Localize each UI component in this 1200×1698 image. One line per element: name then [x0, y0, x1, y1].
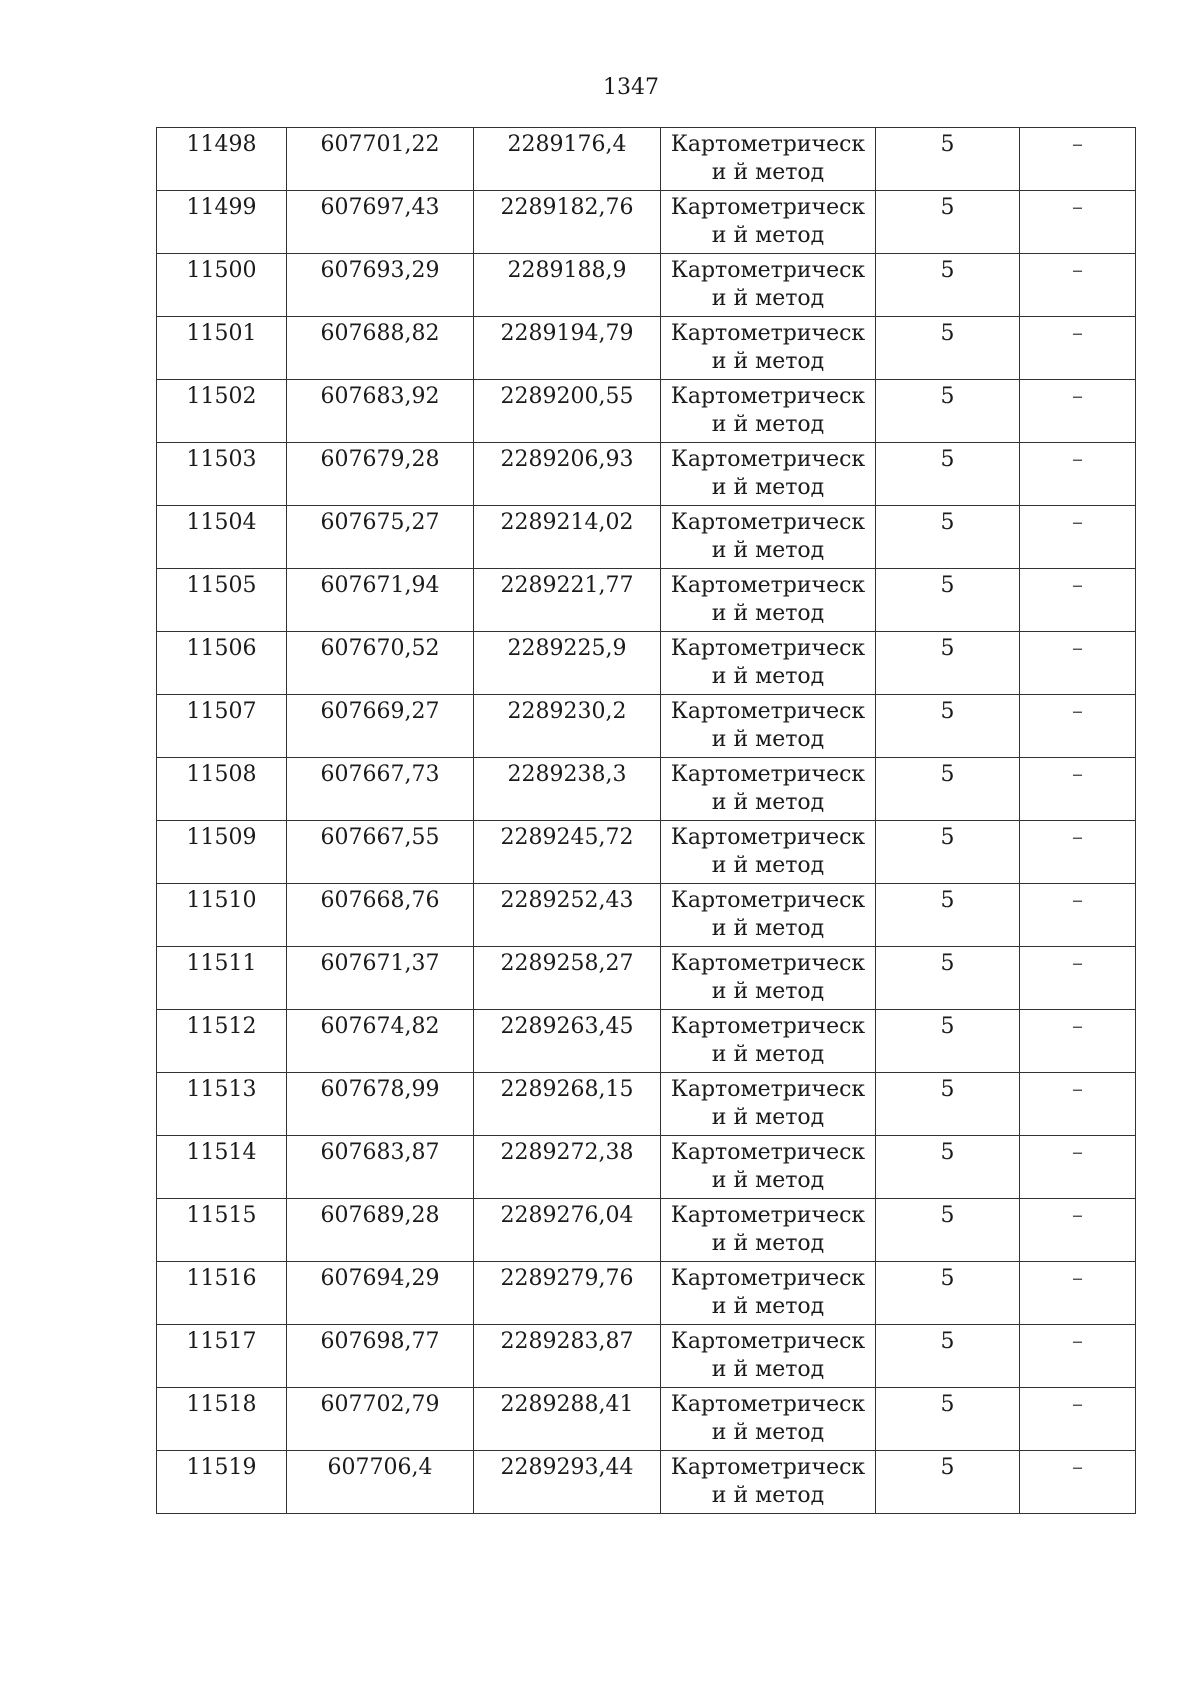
method-cell-text: Картометрически й метод [670, 1329, 866, 1382]
y-coordinate-cell-text: 2289258,27 [500, 951, 634, 976]
accuracy-cell [876, 947, 1020, 1010]
method-cell [661, 947, 876, 1010]
x-coordinate-cell-text: 607678,99 [320, 1077, 440, 1102]
point-number-cell-text: 11517 [186, 1329, 257, 1354]
x-coordinate-cell-text: 607674,82 [320, 1014, 440, 1039]
point-number-cell [157, 380, 287, 443]
x-coordinate-cell [287, 317, 474, 380]
method-cell [661, 191, 876, 254]
y-coordinate-cell-text: 2289252,43 [500, 888, 634, 913]
y-coordinate-cell-text: 2289283,87 [500, 1329, 634, 1354]
x-coordinate-cell [287, 632, 474, 695]
x-coordinate-cell [287, 506, 474, 569]
x-coordinate-cell-text: 607671,94 [320, 573, 440, 598]
x-coordinate-cell-text: 607675,27 [320, 510, 440, 535]
point-number-cell-text: 11508 [186, 762, 257, 787]
x-coordinate-cell [287, 1388, 474, 1451]
table-row [157, 695, 1136, 758]
method-cell-text: Картометрически й метод [670, 888, 866, 941]
y-coordinate-cell [474, 191, 661, 254]
y-coordinate-cell-text: 2289194,79 [500, 321, 634, 346]
x-coordinate-cell [287, 1262, 474, 1325]
x-coordinate-cell-text: 607694,29 [320, 1266, 440, 1291]
x-coordinate-cell-text: 607702,79 [320, 1392, 440, 1417]
point-number-cell [157, 191, 287, 254]
point-number-cell [157, 1325, 287, 1388]
point-number-cell [157, 128, 287, 191]
note-cell [1020, 695, 1136, 758]
table-row [157, 758, 1136, 821]
note-cell-text: – [1072, 132, 1083, 157]
table-row [157, 632, 1136, 695]
point-number-cell [157, 1199, 287, 1262]
accuracy-cell [876, 695, 1020, 758]
point-number-cell-text: 11513 [186, 1077, 257, 1102]
table-row [157, 506, 1136, 569]
note-cell [1020, 569, 1136, 632]
note-cell [1020, 758, 1136, 821]
y-coordinate-cell-text: 2289230,2 [507, 699, 627, 724]
y-coordinate-cell [474, 632, 661, 695]
y-coordinate-cell-text: 2289176,4 [507, 132, 627, 157]
x-coordinate-cell [287, 443, 474, 506]
accuracy-cell-text: 5 [940, 699, 955, 724]
method-cell [661, 821, 876, 884]
table-row [157, 128, 1136, 191]
x-coordinate-cell-text: 607679,28 [320, 447, 440, 472]
point-number-cell [157, 821, 287, 884]
point-number-cell-text: 11515 [186, 1203, 257, 1228]
x-coordinate-cell-text: 607697,43 [320, 195, 440, 220]
note-cell [1020, 1136, 1136, 1199]
y-coordinate-cell [474, 380, 661, 443]
x-coordinate-cell [287, 128, 474, 191]
accuracy-cell [876, 254, 1020, 317]
accuracy-cell-text: 5 [940, 825, 955, 850]
point-number-cell [157, 1451, 287, 1514]
x-coordinate-cell [287, 695, 474, 758]
method-cell-text: Картометрически й метод [670, 1392, 866, 1445]
accuracy-cell-text: 5 [940, 1392, 955, 1417]
y-coordinate-cell-text: 2289245,72 [500, 825, 634, 850]
accuracy-cell [876, 821, 1020, 884]
y-coordinate-cell [474, 947, 661, 1010]
y-coordinate-cell [474, 443, 661, 506]
y-coordinate-cell [474, 695, 661, 758]
y-coordinate-cell-text: 2289188,9 [507, 258, 627, 283]
accuracy-cell-text: 5 [940, 258, 955, 283]
table-row [157, 1325, 1136, 1388]
x-coordinate-cell-text: 607667,55 [320, 825, 440, 850]
note-cell [1020, 1073, 1136, 1136]
accuracy-cell [876, 1388, 1020, 1451]
method-cell [661, 1073, 876, 1136]
note-cell [1020, 1262, 1136, 1325]
point-number-cell-text: 11503 [186, 447, 257, 472]
point-number-cell [157, 947, 287, 1010]
point-number-cell-text: 11507 [186, 699, 257, 724]
note-cell-text: – [1072, 636, 1083, 661]
accuracy-cell [876, 1451, 1020, 1514]
y-coordinate-cell-text: 2289221,77 [500, 573, 634, 598]
x-coordinate-cell-text: 607667,73 [320, 762, 440, 787]
point-number-cell-text: 11519 [186, 1455, 257, 1480]
method-cell-text: Картометрически й метод [670, 762, 866, 815]
x-coordinate-cell-text: 607701,22 [320, 132, 440, 157]
note-cell [1020, 254, 1136, 317]
y-coordinate-cell-text: 2289214,02 [500, 510, 634, 535]
accuracy-cell-text: 5 [940, 573, 955, 598]
x-coordinate-cell-text: 607669,27 [320, 699, 440, 724]
point-number-cell-text: 11499 [186, 195, 257, 220]
x-coordinate-cell [287, 1073, 474, 1136]
x-coordinate-cell-text: 607670,52 [320, 636, 440, 661]
point-number-cell [157, 758, 287, 821]
method-cell-text: Картометрически й метод [670, 825, 866, 878]
note-cell-text: – [1072, 1203, 1083, 1228]
table-row [157, 1388, 1136, 1451]
method-cell-text: Картометрически й метод [670, 321, 866, 374]
accuracy-cell-text: 5 [940, 195, 955, 220]
note-cell-text: – [1072, 825, 1083, 850]
accuracy-cell [876, 884, 1020, 947]
note-cell-text: – [1072, 1266, 1083, 1291]
note-cell-text: – [1072, 1014, 1083, 1039]
x-coordinate-cell [287, 1136, 474, 1199]
table-row [157, 191, 1136, 254]
method-cell-text: Картометрически й метод [670, 1014, 866, 1067]
note-cell [1020, 632, 1136, 695]
accuracy-cell-text: 5 [940, 762, 955, 787]
method-cell-text: Картометрически й метод [670, 573, 866, 626]
accuracy-cell-text: 5 [940, 1077, 955, 1102]
table-row [157, 1199, 1136, 1262]
note-cell [1020, 443, 1136, 506]
note-cell [1020, 128, 1136, 191]
accuracy-cell-text: 5 [940, 951, 955, 976]
method-cell-text: Картометрически й метод [670, 447, 866, 500]
table-row [157, 380, 1136, 443]
table-row [157, 1451, 1136, 1514]
y-coordinate-cell [474, 821, 661, 884]
point-number-cell-text: 11510 [186, 888, 257, 913]
y-coordinate-cell-text: 2289272,38 [500, 1140, 634, 1165]
point-number-cell-text: 11516 [186, 1266, 257, 1291]
y-coordinate-cell-text: 2289238,3 [507, 762, 627, 787]
accuracy-cell [876, 1262, 1020, 1325]
x-coordinate-cell [287, 884, 474, 947]
y-coordinate-cell [474, 1136, 661, 1199]
point-number-cell-text: 11506 [186, 636, 257, 661]
method-cell-text: Картометрически й метод [670, 699, 866, 752]
method-cell-text: Картометрически й метод [670, 384, 866, 437]
y-coordinate-cell-text: 2289279,76 [500, 1266, 634, 1291]
y-coordinate-cell [474, 1388, 661, 1451]
accuracy-cell [876, 1199, 1020, 1262]
accuracy-cell-text: 5 [940, 1329, 955, 1354]
y-coordinate-cell [474, 128, 661, 191]
accuracy-cell-text: 5 [940, 510, 955, 535]
table-row [157, 443, 1136, 506]
note-cell [1020, 1199, 1136, 1262]
y-coordinate-cell-text: 2289225,9 [507, 636, 627, 661]
accuracy-cell [876, 191, 1020, 254]
accuracy-cell [876, 1325, 1020, 1388]
note-cell-text: – [1072, 951, 1083, 976]
method-cell [661, 128, 876, 191]
y-coordinate-cell [474, 569, 661, 632]
note-cell [1020, 191, 1136, 254]
accuracy-cell [876, 443, 1020, 506]
x-coordinate-cell [287, 1199, 474, 1262]
point-number-cell [157, 569, 287, 632]
x-coordinate-cell [287, 947, 474, 1010]
coordinates-table [156, 127, 1136, 1514]
accuracy-cell [876, 506, 1020, 569]
method-cell [661, 1262, 876, 1325]
method-cell [661, 1388, 876, 1451]
x-coordinate-cell [287, 254, 474, 317]
point-number-cell [157, 884, 287, 947]
point-number-cell [157, 1010, 287, 1073]
point-number-cell [157, 254, 287, 317]
y-coordinate-cell [474, 317, 661, 380]
note-cell-text: – [1072, 888, 1083, 913]
note-cell-text: – [1072, 699, 1083, 724]
y-coordinate-cell-text: 2289200,55 [500, 384, 634, 409]
method-cell [661, 1199, 876, 1262]
y-coordinate-cell [474, 1262, 661, 1325]
method-cell-text: Картометрически й метод [670, 1140, 866, 1193]
point-number-cell [157, 443, 287, 506]
method-cell [661, 569, 876, 632]
page-number: 1347 [603, 75, 659, 100]
method-cell-text: Картометрически й метод [670, 1203, 866, 1256]
accuracy-cell-text: 5 [940, 384, 955, 409]
x-coordinate-cell-text: 607683,87 [320, 1140, 440, 1165]
x-coordinate-cell [287, 821, 474, 884]
note-cell-text: – [1072, 1392, 1083, 1417]
point-number-cell [157, 1262, 287, 1325]
x-coordinate-cell [287, 1451, 474, 1514]
table-row [157, 317, 1136, 380]
table-row [157, 1073, 1136, 1136]
x-coordinate-cell-text: 607683,92 [320, 384, 440, 409]
accuracy-cell-text: 5 [940, 1455, 955, 1480]
table-row [157, 569, 1136, 632]
method-cell [661, 1136, 876, 1199]
point-number-cell [157, 317, 287, 380]
note-cell-text: – [1072, 447, 1083, 472]
table-row [157, 254, 1136, 317]
accuracy-cell-text: 5 [940, 1140, 955, 1165]
note-cell-text: – [1072, 1329, 1083, 1354]
accuracy-cell-text: 5 [940, 1014, 955, 1039]
accuracy-cell-text: 5 [940, 132, 955, 157]
x-coordinate-cell [287, 1325, 474, 1388]
method-cell [661, 443, 876, 506]
note-cell [1020, 1388, 1136, 1451]
accuracy-cell [876, 632, 1020, 695]
y-coordinate-cell [474, 1451, 661, 1514]
method-cell-text: Картометрически й метод [670, 1455, 866, 1508]
note-cell-text: – [1072, 510, 1083, 535]
note-cell-text: – [1072, 195, 1083, 220]
point-number-cell [157, 1136, 287, 1199]
x-coordinate-cell [287, 380, 474, 443]
accuracy-cell-text: 5 [940, 447, 955, 472]
accuracy-cell [876, 758, 1020, 821]
note-cell [1020, 506, 1136, 569]
note-cell [1020, 884, 1136, 947]
method-cell-text: Картометрически й метод [670, 195, 866, 248]
method-cell [661, 1451, 876, 1514]
accuracy-cell [876, 317, 1020, 380]
note-cell-text: – [1072, 258, 1083, 283]
table-row [157, 1136, 1136, 1199]
method-cell [661, 380, 876, 443]
accuracy-cell [876, 380, 1020, 443]
method-cell-text: Картометрически й метод [670, 258, 866, 311]
y-coordinate-cell [474, 506, 661, 569]
x-coordinate-cell-text: 607698,77 [320, 1329, 440, 1354]
point-number-cell-text: 11518 [186, 1392, 257, 1417]
x-coordinate-cell-text: 607671,37 [320, 951, 440, 976]
point-number-cell [157, 1073, 287, 1136]
point-number-cell [157, 695, 287, 758]
table-row [157, 1010, 1136, 1073]
y-coordinate-cell [474, 1073, 661, 1136]
method-cell-text: Картометрически й метод [670, 1077, 866, 1130]
y-coordinate-cell-text: 2289293,44 [500, 1455, 634, 1480]
point-number-cell-text: 11505 [186, 573, 257, 598]
method-cell-text: Картометрически й метод [670, 132, 866, 185]
y-coordinate-cell-text: 2289263,45 [500, 1014, 634, 1039]
accuracy-cell-text: 5 [940, 636, 955, 661]
note-cell [1020, 1010, 1136, 1073]
x-coordinate-cell [287, 758, 474, 821]
note-cell [1020, 1325, 1136, 1388]
y-coordinate-cell [474, 884, 661, 947]
note-cell [1020, 380, 1136, 443]
method-cell [661, 317, 876, 380]
point-number-cell-text: 11509 [186, 825, 257, 850]
point-number-cell [157, 506, 287, 569]
method-cell-text: Картометрически й метод [670, 1266, 866, 1319]
y-coordinate-cell [474, 1010, 661, 1073]
x-coordinate-cell-text: 607688,82 [320, 321, 440, 346]
point-number-cell-text: 11514 [186, 1140, 257, 1165]
y-coordinate-cell [474, 1199, 661, 1262]
note-cell-text: – [1072, 1455, 1083, 1480]
method-cell [661, 1325, 876, 1388]
method-cell [661, 632, 876, 695]
y-coordinate-cell [474, 254, 661, 317]
table-row [157, 1262, 1136, 1325]
method-cell-text: Картометрически й метод [670, 951, 866, 1004]
note-cell-text: – [1072, 384, 1083, 409]
table-row [157, 884, 1136, 947]
accuracy-cell [876, 1010, 1020, 1073]
table-row [157, 947, 1136, 1010]
method-cell [661, 254, 876, 317]
accuracy-cell-text: 5 [940, 1266, 955, 1291]
x-coordinate-cell-text: 607693,29 [320, 258, 440, 283]
note-cell-text: – [1072, 762, 1083, 787]
note-cell [1020, 947, 1136, 1010]
accuracy-cell [876, 128, 1020, 191]
y-coordinate-cell-text: 2289276,04 [500, 1203, 634, 1228]
y-coordinate-cell-text: 2289288,41 [500, 1392, 634, 1417]
note-cell [1020, 317, 1136, 380]
method-cell-text: Картометрически й метод [670, 510, 866, 563]
y-coordinate-cell-text: 2289268,15 [500, 1077, 634, 1102]
x-coordinate-cell [287, 191, 474, 254]
note-cell-text: – [1072, 321, 1083, 346]
x-coordinate-cell-text: 607689,28 [320, 1203, 440, 1228]
x-coordinate-cell-text: 607668,76 [320, 888, 440, 913]
method-cell [661, 884, 876, 947]
note-cell-text: – [1072, 1077, 1083, 1102]
x-coordinate-cell [287, 1010, 474, 1073]
accuracy-cell-text: 5 [940, 321, 955, 346]
point-number-cell-text: 11502 [186, 384, 257, 409]
y-coordinate-cell-text: 2289182,76 [500, 195, 634, 220]
accuracy-cell-text: 5 [940, 888, 955, 913]
method-cell-text: Картометрически й метод [670, 636, 866, 689]
note-cell-text: – [1072, 573, 1083, 598]
x-coordinate-cell [287, 569, 474, 632]
accuracy-cell-text: 5 [940, 1203, 955, 1228]
point-number-cell-text: 11501 [186, 321, 257, 346]
note-cell [1020, 1451, 1136, 1514]
accuracy-cell [876, 569, 1020, 632]
point-number-cell [157, 632, 287, 695]
accuracy-cell [876, 1136, 1020, 1199]
method-cell [661, 695, 876, 758]
point-number-cell-text: 11512 [186, 1014, 257, 1039]
x-coordinate-cell-text: 607706,4 [327, 1455, 433, 1480]
point-number-cell [157, 1388, 287, 1451]
y-coordinate-cell [474, 758, 661, 821]
method-cell [661, 1010, 876, 1073]
method-cell [661, 506, 876, 569]
y-coordinate-cell [474, 1325, 661, 1388]
point-number-cell-text: 11504 [186, 510, 257, 535]
table-row [157, 821, 1136, 884]
coordinates-table-body [157, 128, 1136, 1514]
y-coordinate-cell-text: 2289206,93 [500, 447, 634, 472]
note-cell-text: – [1072, 1140, 1083, 1165]
point-number-cell-text: 11511 [186, 951, 257, 976]
point-number-cell-text: 11498 [186, 132, 257, 157]
point-number-cell-text: 11500 [186, 258, 257, 283]
note-cell [1020, 821, 1136, 884]
method-cell [661, 758, 876, 821]
accuracy-cell [876, 1073, 1020, 1136]
